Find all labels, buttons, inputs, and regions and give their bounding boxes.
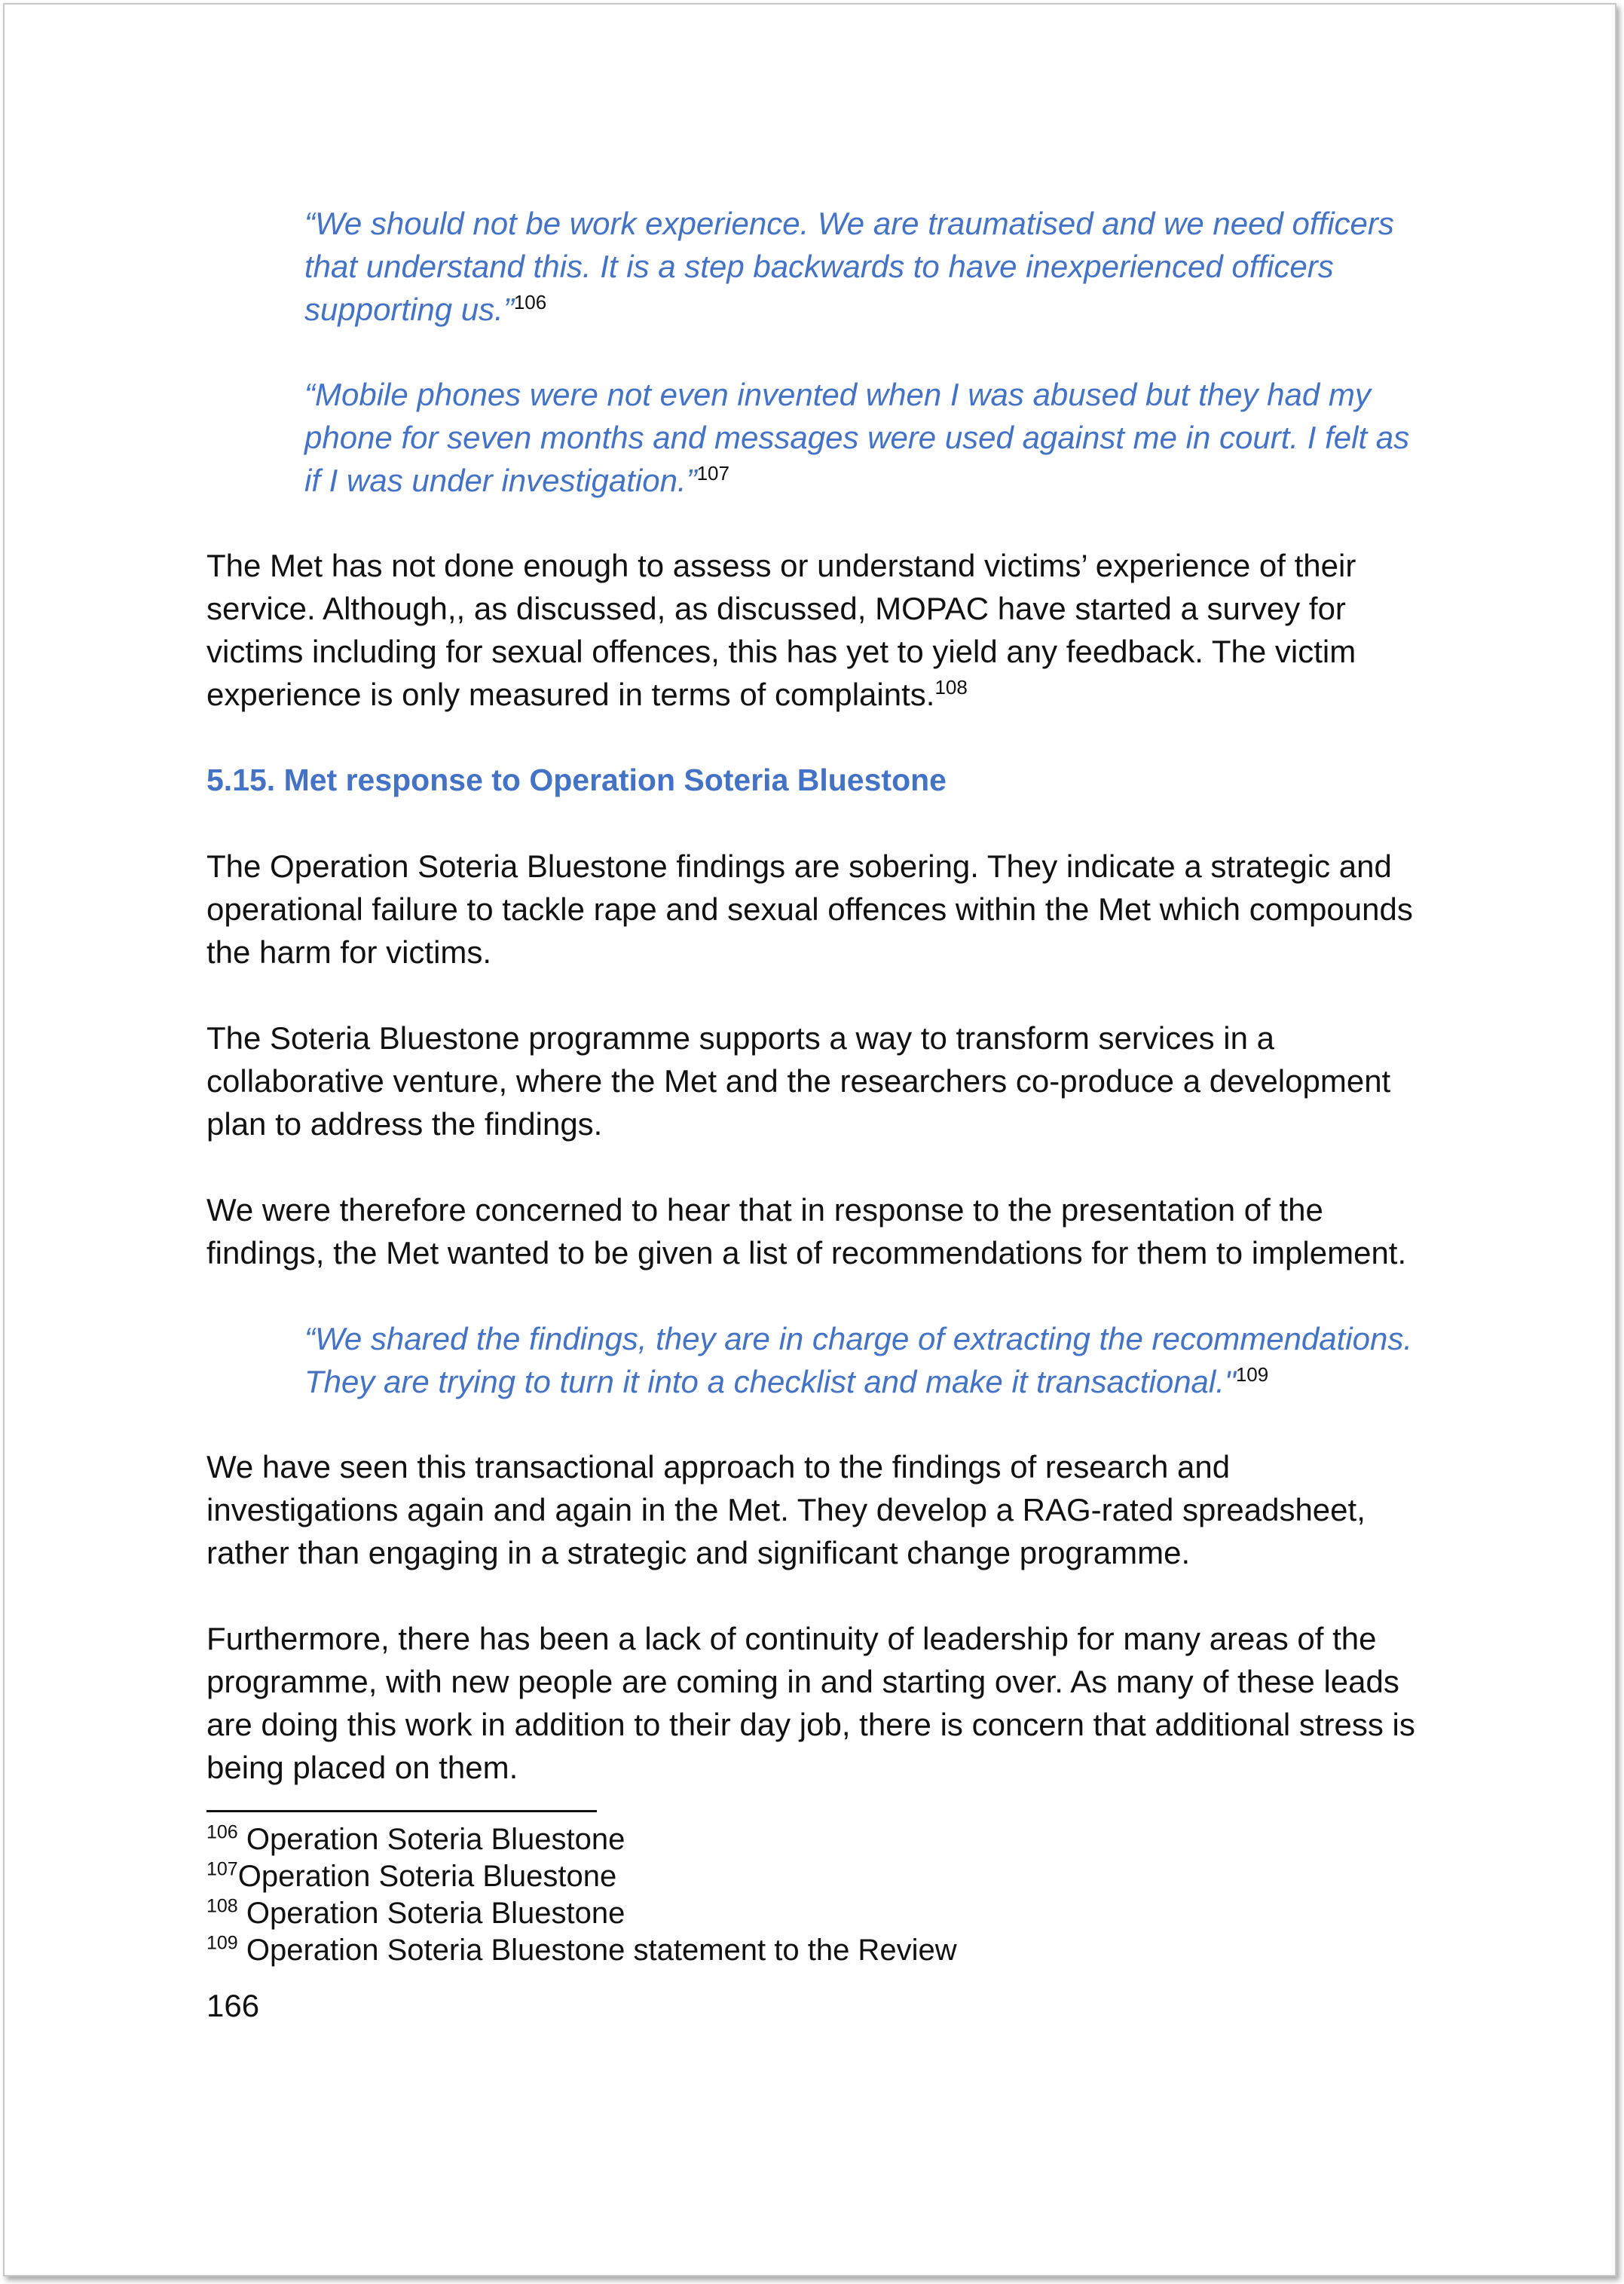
paragraph-text: The Met has not done enough to assess or understand victims’ experience of their service. Although,, as discussed, as discussed, MOPAC have started a survey for victims including for sexual offences, this has yet to yield any feedback. The victim experience is only measured in terms of complaints.: [206, 548, 1356, 712]
footnote-list: [206, 1821, 1427, 1969]
footnote-item: [206, 1932, 1427, 1969]
quote-text: “We shared the findings, they are in charge of extracting the recommendations. They are trying to turn it into a checklist and make it transactional.": [304, 1321, 1413, 1399]
quote-block: [206, 202, 1427, 331]
body-paragraph: The Soteria Bluestone programme supports a way to transform services in a collaborative venture, where the Met and the researchers co-produce a development plan to address the findings.: [206, 1020, 1391, 1142]
footnote-text: Operation Soteria Bluestone statement to the Review: [237, 1934, 957, 1967]
footnote-number: 108: [206, 1895, 238, 1917]
footnote-text: Operation Soteria Bluestone: [237, 1897, 625, 1930]
footnote-item: [206, 1858, 1427, 1895]
footnote-ref[interactable]: 108: [934, 676, 968, 699]
footnote-ref[interactable]: 106: [513, 291, 547, 313]
footnote-separator: [206, 1810, 597, 1812]
footnote-number: 107: [206, 1858, 238, 1880]
quote-text: “We should not be work experience. We are traumatised and we need officers that understand this. It is a step backwards to have inexperienced officers supporting us.”: [304, 206, 1394, 327]
footnote-text: Operation Soteria Bluestone: [237, 1823, 625, 1856]
footnote-number: 106: [206, 1821, 238, 1843]
body-paragraph: Furthermore, there has been a lack of continuity of leadership for many areas of the programme, with new people are coming in and starting over. As many of these leads are doing this work in addition to their day job, there is concern that additional stress is being placed on them.: [206, 1621, 1415, 1785]
footnote-number: 109: [206, 1932, 238, 1954]
page-content: [206, 202, 1427, 2027]
footnote-ref[interactable]: 109: [1235, 1363, 1269, 1386]
body-paragraph: [206, 544, 1427, 716]
document-page: [3, 3, 1616, 2276]
footnote-text: Operation Soteria Bluestone: [237, 1860, 617, 1893]
footnote-ref[interactable]: 107: [696, 462, 729, 485]
quote-text: “Mobile phones were not even invented when I was abused but they had my phone for seven months and messages were used against me in court. I felt as if I was under investigation.”: [304, 377, 1410, 498]
quote-block: [206, 373, 1427, 502]
page-number: 166: [206, 1988, 260, 2023]
body-paragraph: We have seen this transactional approach to the findings of research and investigations again and again in the Met. They develop a RAG-rated spreadsheet, rather than engaging in a strategic and significant change programme.: [206, 1449, 1366, 1570]
quote-block: [206, 1317, 1427, 1403]
footnote-item: [206, 1821, 1427, 1858]
section-heading: 5.15. Met response to Operation Soteria Bluestone: [206, 763, 947, 797]
body-paragraph: The Operation Soteria Bluestone findings are sobering. They indicate a strategic and operational failure to tackle rape and sexual offences within the Met which compounds the harm for victims.: [206, 848, 1413, 970]
body-paragraph: We were therefore concerned to hear that in response to the presentation of the findings, the Met wanted to be given a list of recommendations for them to implement.: [206, 1192, 1407, 1270]
footnote-item: [206, 1895, 1427, 1932]
